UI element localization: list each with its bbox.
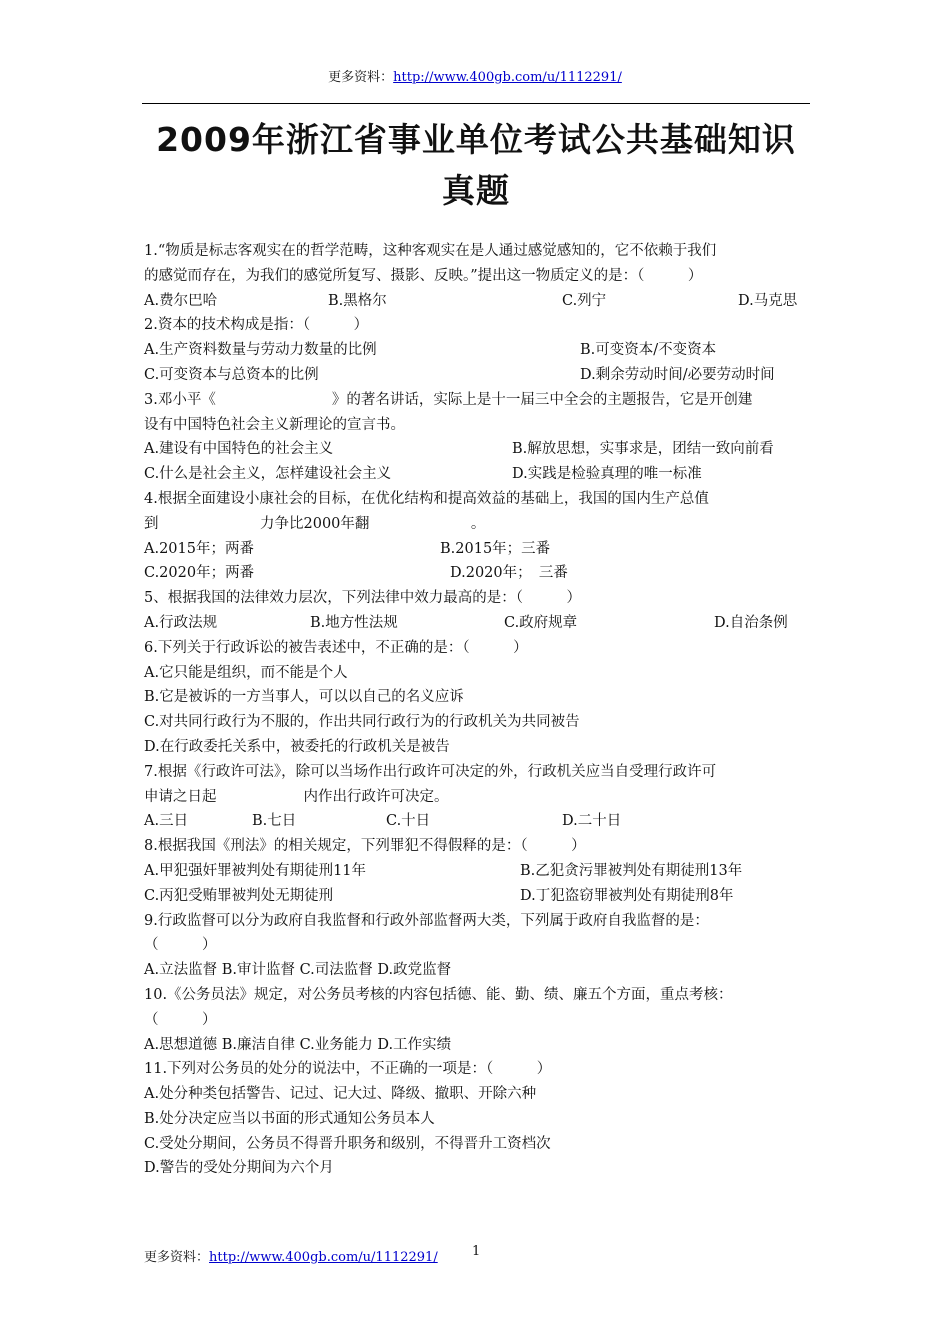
line-text: 设有中国特色社会主义新理论的宣言书。 bbox=[144, 416, 405, 433]
line-text: A.立法监督 B.审计监督 C.司法监督 D.政党监督 bbox=[144, 962, 452, 979]
option-text: C.十日 bbox=[386, 813, 431, 830]
option-text: B.2015年；三番 bbox=[440, 540, 551, 557]
header-link[interactable]: http://www.400gb.com/u/1112291/ bbox=[393, 70, 622, 85]
text-line bbox=[144, 487, 808, 512]
option-text: B.可变资本/不变资本 bbox=[580, 342, 717, 359]
line-text: 1.“物质是标志客观实在的哲学范畴，这种客观实在是人通过感觉感知的，它不依赖于我们 bbox=[144, 243, 717, 259]
document-title bbox=[142, 114, 810, 216]
line-text: A.处分种类包括警告、记过、记大过、降级、撤职、开除六种 bbox=[144, 1086, 537, 1103]
line-text: A.它只能是组织，而不能是个人 bbox=[144, 664, 348, 681]
text-line bbox=[144, 338, 808, 363]
line-text: D.警告的受处分期间为六个月 bbox=[144, 1160, 334, 1177]
question-body bbox=[144, 239, 808, 1181]
text-line bbox=[144, 1156, 808, 1181]
text-line bbox=[144, 834, 808, 859]
text-line bbox=[144, 710, 808, 735]
text-line bbox=[144, 958, 808, 983]
option-text: C.可变资本与总资本的比例 bbox=[144, 366, 319, 383]
text-line bbox=[144, 735, 808, 760]
text-line bbox=[144, 363, 808, 388]
option-text: B.七日 bbox=[252, 813, 297, 830]
line-text: 6.下列关于行政诉讼的被告表述中，不正确的是：（ ） bbox=[144, 639, 528, 656]
line-text: 到 力争比2000年翻 。 bbox=[144, 515, 486, 532]
option-text: B.地方性法规 bbox=[310, 614, 398, 631]
text-line bbox=[144, 611, 808, 636]
line-text: 10.《公务员法》规定，对公务员考核的内容包括德、能、勤、绩、廉五个方面，重点考核： bbox=[144, 986, 733, 1003]
line-text: A.思想道德 B.廉洁自律 C.业务能力 D.工作实绩 bbox=[144, 1036, 452, 1053]
text-line bbox=[144, 512, 808, 537]
text-line bbox=[144, 289, 808, 314]
text-line bbox=[144, 437, 808, 462]
text-line bbox=[144, 388, 808, 413]
option-text: A.行政法规 bbox=[144, 614, 218, 631]
line-text: （ ） bbox=[144, 1011, 217, 1028]
text-line bbox=[144, 636, 808, 661]
page-number: 1 bbox=[472, 1244, 481, 1259]
line-text: B.它是被诉的一方当事人，可以以自己的名义应诉 bbox=[144, 689, 464, 706]
text-line bbox=[144, 933, 808, 958]
option-text: A.费尔巴哈 bbox=[144, 292, 218, 309]
option-text: D.二十日 bbox=[562, 813, 622, 830]
text-line bbox=[144, 983, 808, 1008]
option-text: C.列宁 bbox=[562, 292, 607, 309]
text-line bbox=[144, 809, 808, 834]
option-text: D.2020年； 三番 bbox=[450, 565, 568, 582]
text-line bbox=[144, 413, 808, 438]
option-text: A.建设有中国特色的社会主义 bbox=[144, 441, 334, 458]
title-line-2: 真题 bbox=[442, 171, 510, 210]
option-text: B.乙犯贪污罪被判处有期徒刑13年 bbox=[520, 862, 743, 879]
option-text: A.三日 bbox=[144, 813, 189, 830]
text-line bbox=[144, 1107, 808, 1132]
line-text: 8.根据我国《刑法》的相关规定，下列罪犯不得假释的是：（ ） bbox=[144, 838, 586, 855]
line-text: B.处分决定应当以书面的形式通知公务员本人 bbox=[144, 1110, 435, 1127]
text-line bbox=[144, 760, 808, 785]
option-text: B.解放思想，实事求是，团结一致向前看 bbox=[512, 441, 774, 458]
line-text: 9.行政监督可以分为政府自我监督和行政外部监督两大类，下列属于政府自我监督的是： bbox=[144, 912, 709, 929]
line-text: C.受处分期间，公务员不得晋升职务和级别，不得晋升工资档次 bbox=[144, 1135, 551, 1152]
text-line bbox=[144, 239, 808, 264]
text-line bbox=[144, 661, 808, 686]
option-text: D.马克思 bbox=[738, 292, 798, 309]
text-line bbox=[144, 1033, 808, 1058]
option-text: C.丙犯受贿罪被判处无期徒刑 bbox=[144, 887, 334, 904]
text-line bbox=[144, 909, 808, 934]
option-text: B.黑格尔 bbox=[328, 292, 387, 309]
text-line bbox=[144, 859, 808, 884]
text-line bbox=[144, 313, 808, 338]
option-text: A.生产资料数量与劳动力数量的比例 bbox=[144, 342, 377, 359]
line-text: 4.根据全面建设小康社会的目标，在优化结构和提高效益的基础上，我国的国内生产总值 bbox=[144, 490, 709, 507]
option-text: D.剩余劳动时间/必要劳动时间 bbox=[580, 366, 775, 383]
line-text: 的感觉而存在，为我们的感觉所复写、摄影、反映。”提出这一物质定义的是：（ ） bbox=[144, 267, 703, 284]
header-divider bbox=[142, 103, 810, 104]
text-line bbox=[144, 884, 808, 909]
text-line bbox=[144, 1132, 808, 1157]
line-text: 11.下列对公务员的处分的说法中，不正确的一项是：（ ） bbox=[144, 1061, 552, 1078]
option-text: D.实践是检验真理的唯一标准 bbox=[512, 466, 702, 483]
option-text: C.政府规章 bbox=[504, 614, 578, 631]
line-text: 申请之日起 内作出行政许可决定。 bbox=[144, 788, 449, 805]
line-text: D.在行政委托关系中，被委托的行政机关是被告 bbox=[144, 738, 450, 755]
text-line bbox=[144, 1057, 808, 1082]
page-footer bbox=[144, 1246, 438, 1265]
header-label: 更多资料： bbox=[328, 70, 394, 85]
text-line bbox=[144, 685, 808, 710]
line-text: C.对共同行政行为不服的，作出共同行政行为的行政机关为共同被告 bbox=[144, 714, 580, 731]
text-line bbox=[144, 537, 808, 562]
option-text: A.2015年；两番 bbox=[144, 540, 254, 557]
option-text: D.自治条例 bbox=[714, 614, 788, 631]
text-line bbox=[144, 1008, 808, 1033]
option-text: C.什么是社会主义，怎样建设社会主义 bbox=[144, 466, 392, 483]
footer-link[interactable]: http://www.400gb.com/u/1112291/ bbox=[209, 1250, 438, 1265]
line-text: 7.根据《行政许可法》，除可以当场作出行政许可决定的外，行政机关应当自受理行政许可 bbox=[144, 763, 717, 780]
text-line bbox=[144, 264, 808, 289]
page-header bbox=[0, 66, 950, 85]
text-line bbox=[144, 586, 808, 611]
line-text: （ ） bbox=[144, 937, 217, 954]
text-line bbox=[144, 785, 808, 810]
line-text: 3.邓小平《 》的著名讲话，实际上是十一届三中全会的主题报告，它是开创建 bbox=[144, 391, 753, 408]
text-line bbox=[144, 561, 808, 586]
line-text: 2.资本的技术构成是指：（ ） bbox=[144, 317, 369, 334]
text-line bbox=[144, 1082, 808, 1107]
text-line bbox=[144, 462, 808, 487]
option-text: C.2020年；两番 bbox=[144, 565, 255, 582]
title-line-1: 2009年浙江省事业单位考试公共基础知识 bbox=[156, 120, 796, 159]
line-text: 5、根据我国的法律效力层次，下列法律中效力最高的是：（ ） bbox=[144, 590, 581, 607]
footer-label: 更多资料： bbox=[144, 1250, 210, 1265]
option-text: D.丁犯盗窃罪被判处有期徒刑8年 bbox=[520, 887, 734, 904]
option-text: A.甲犯强奸罪被判处有期徒刑11年 bbox=[144, 862, 367, 879]
